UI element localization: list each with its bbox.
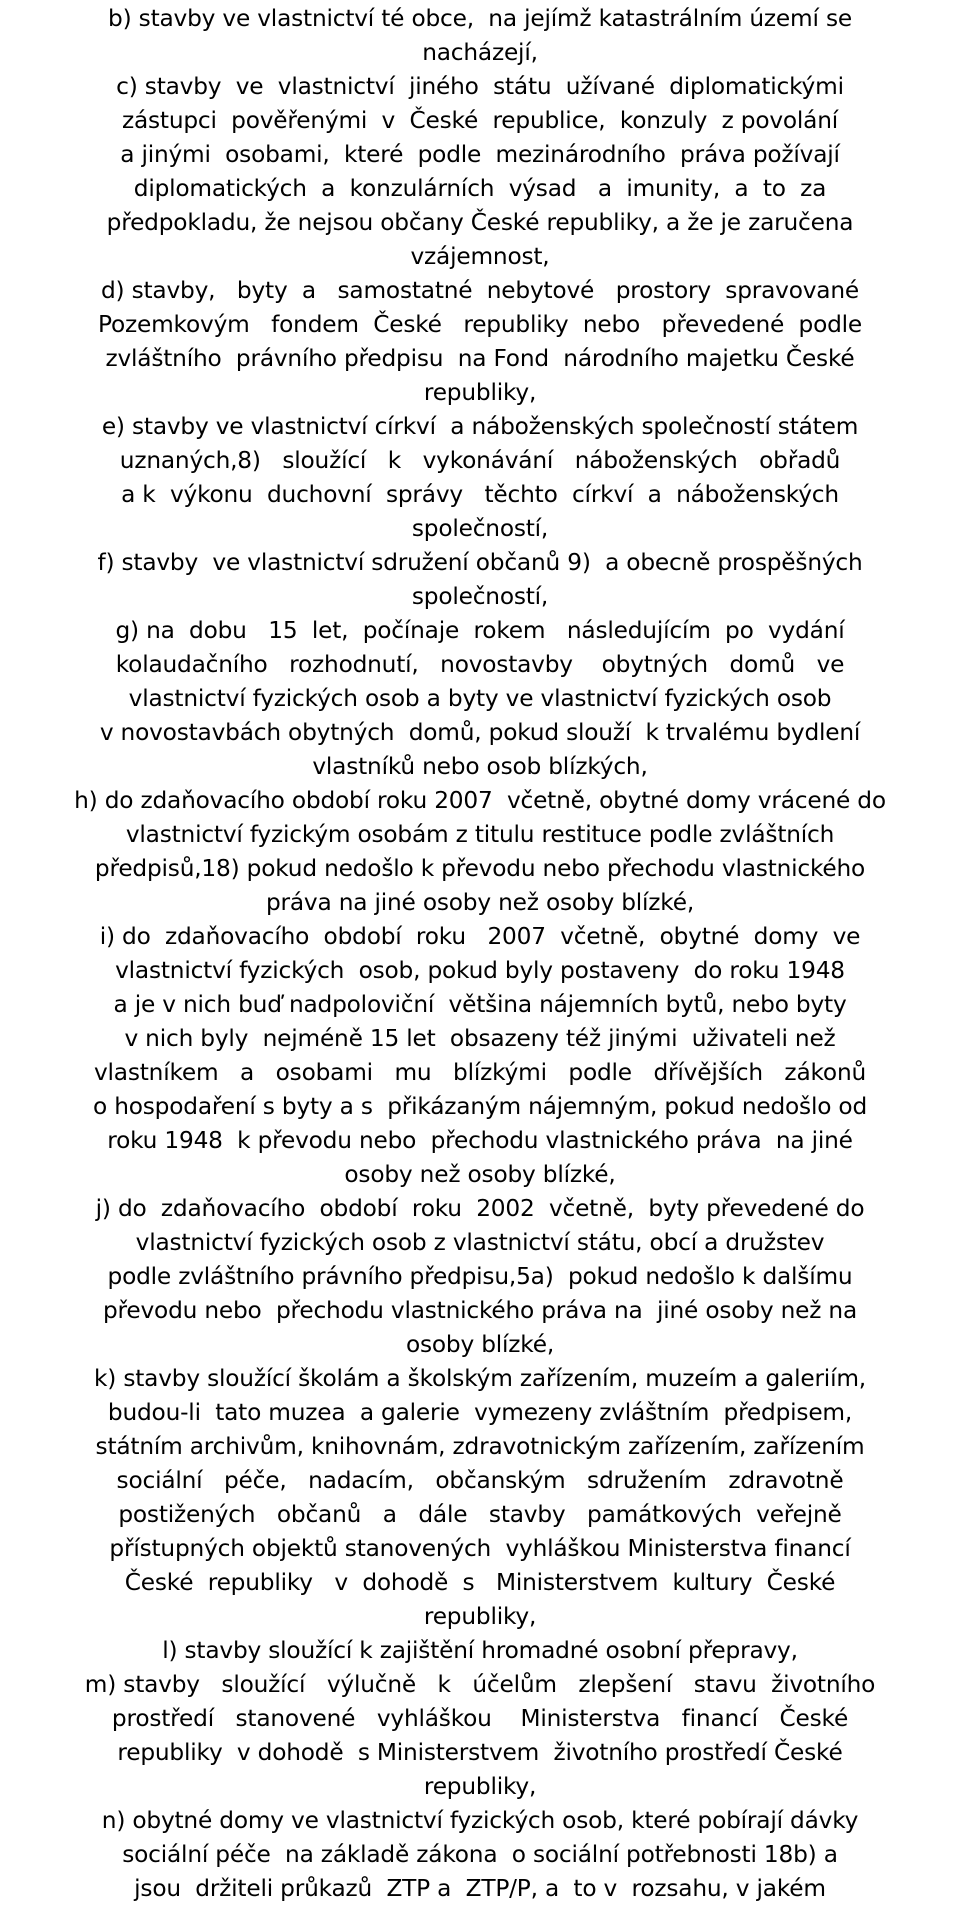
text-line: vlastnictví fyzických osob a byty ve vlastnictví fyzických osob xyxy=(128,685,832,712)
text-line: a je v nich buď nadpoloviční většina nájemních bytů, nebo byty xyxy=(113,991,847,1018)
text-line: společností, xyxy=(411,583,549,610)
text-line: předpisů,18) pokud nedošlo k převodu nebo přechodu vlastnického xyxy=(94,855,866,882)
text-line: k) stavby sloužící školám a školským zařízením, muzeím a galeriím, xyxy=(94,1365,866,1392)
text-line: osoby blízké, xyxy=(405,1331,555,1358)
text-line: g) na dobu 15 let, počínaje rokem následujícím po vydání xyxy=(115,617,845,644)
text-line: l) stavby sloužící k zajištění hromadné osobní přepravy, xyxy=(162,1637,798,1664)
text-line: f) stavby ve vlastnictví sdružení občanů 9) a obecně prospěšných xyxy=(97,549,863,576)
text-line: podle zvláštního právního předpisu,5a) pokud nedošlo k dalšímu xyxy=(107,1263,853,1290)
text-line: o hospodaření s byty a s přikázaným nájemným, pokud nedošlo od xyxy=(92,1093,868,1120)
text-line: republiky, xyxy=(423,1773,537,1800)
text-line: v nich byly nejméně 15 let obsazeny též jinými uživateli než xyxy=(124,1025,836,1052)
text-line: společností, xyxy=(411,515,549,542)
text-line: prostředí stanovené vyhláškou Ministerstva financí České xyxy=(111,1705,849,1732)
text-line: i) do zdaňovacího období roku 2007 včetně, obytné domy ve xyxy=(99,923,861,950)
text-line: kolaudačního rozhodnutí, novostavby obytných domů ve xyxy=(115,651,845,678)
text-line: osoby než osoby blízké, xyxy=(344,1161,616,1188)
text-line: republiky v dohodě s Ministerstvem životního prostředí České xyxy=(117,1739,843,1766)
text-line: roku 1948 k převodu nebo přechodu vlastnického práva na jiné xyxy=(107,1127,853,1154)
text-line: vlastnictví fyzických osob, pokud byly postaveny do roku 1948 xyxy=(115,957,845,984)
text-line: převodu nebo přechodu vlastnického práva na jiné osoby než na xyxy=(102,1297,858,1324)
text-line: vlastnictví fyzickým osobám z titulu restituce podle zvláštních xyxy=(125,821,835,848)
text-line: a jinými osobami, které podle mezinárodního práva požívají xyxy=(120,141,840,168)
text-line: n) obytné domy ve vlastnictví fyzických osob, které pobírají dávky xyxy=(101,1807,859,1834)
text-line: přístupných objektů stanovených vyhláškou Ministerstva financí xyxy=(109,1535,851,1562)
text-line: d) stavby, byty a samostatné nebytové prostory spravované xyxy=(100,277,859,304)
text-line: vlastníkem a osobami mu blízkými podle dřívějších zákonů xyxy=(93,1059,867,1086)
text-line: postižených občanů a dále stavby památkových veřejně xyxy=(118,1501,842,1528)
text-line: c) stavby ve vlastnictví jiného státu užívané diplomatickými xyxy=(116,73,844,100)
text-line: republiky, xyxy=(423,379,537,406)
text-line: vzájemnost, xyxy=(410,243,550,270)
text-line: v novostavbách obytných domů, pokud slouží k trvalému bydlení xyxy=(99,719,861,746)
text-line: uznaných,8) sloužící k vykonávání náboženských obřadů xyxy=(119,447,841,474)
text-line: Pozemkovým fondem České republiky nebo převedené podle xyxy=(97,311,863,338)
text-line: státním archivům, knihovnám, zdravotnickým zařízením, zařízením xyxy=(95,1433,865,1460)
text-line: zvláštního právního předpisu na Fond národního majetku České xyxy=(105,345,855,372)
text-line: j) do zdaňovacího období roku 2002 včetně, byty převedené do xyxy=(95,1195,865,1222)
text-line: sociální péče na základě zákona o sociální potřebnosti 18b) a xyxy=(122,1841,838,1868)
text-line: sociální péče, nadacím, občanským sdružením zdravotně xyxy=(116,1467,844,1494)
text-line: zástupci pověřenými v České republice, konzuly z povolání xyxy=(121,107,839,134)
text-line: vlastníků nebo osob blízkých, xyxy=(312,753,648,780)
text-line: e) stavby ve vlastnictví církví a náboženských společností státem xyxy=(101,413,859,440)
text-line: republiky, xyxy=(423,1603,537,1630)
text-line: předpokladu, že nejsou občany České republiky, a že je zaručena xyxy=(106,209,854,236)
text-line: vlastnictví fyzických osob z vlastnictví státu, obcí a družstev xyxy=(135,1229,825,1256)
text-line: jsou držiteli průkazů ZTP a ZTP/P, a to v rozsahu, v jakém xyxy=(134,1875,826,1902)
text-line: práva na jiné osoby než osoby blízké, xyxy=(265,889,695,916)
text-line: a k výkonu duchovní správy těchto církví a náboženských xyxy=(121,481,839,508)
text-line: diplomatických a konzulárních výsad a imunity, a to za xyxy=(133,175,827,202)
text-line: budou-li tato muzea a galerie vymezeny zvláštním předpisem, xyxy=(107,1399,853,1426)
text-line: b) stavby ve vlastnictví té obce, na jejímž katastrálním území se xyxy=(108,5,852,32)
text-line: nacházejí, xyxy=(422,39,538,66)
text-line: h) do zdaňovacího období roku 2007 včetně, obytné domy vrácené do xyxy=(74,787,886,814)
text-line: m) stavby sloužící výlučně k účelům zlepšení stavu životního xyxy=(84,1671,876,1698)
text-line: České republiky v dohodě s Ministerstvem kultury České xyxy=(124,1569,836,1596)
